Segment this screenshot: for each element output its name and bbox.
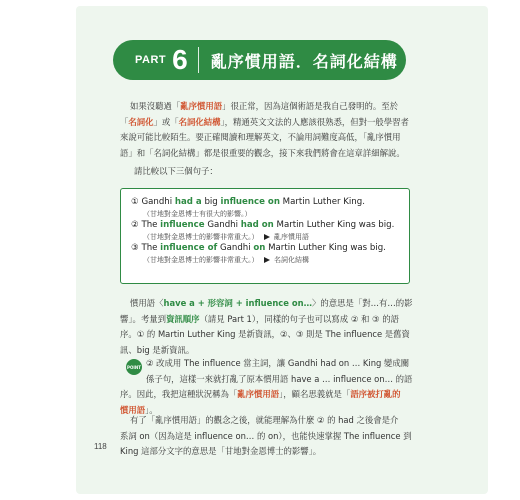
example-1-sentence xyxy=(131,197,409,208)
text-line: 來說可能比較陌生。要正確閱讀和理解英文，不論用詞難度高低，「亂序慣用 xyxy=(120,132,401,142)
example-1-translation xyxy=(143,208,409,220)
intro-lines xyxy=(120,99,440,161)
text-line: 慣用語〈have a + 形容詞 + influence on…〉的意思是「對…有…的影 xyxy=(130,298,413,308)
example-2-translation xyxy=(143,231,409,243)
text-line: 慣用語」。 xyxy=(120,404,158,415)
emphasis-text: had on xyxy=(240,220,274,230)
emphasis-text: 名詞化結構 xyxy=(178,116,221,127)
example-3-text: The influence of Gandhi on Martin Luther King was big. xyxy=(141,243,386,253)
emphasis-text: 語序被打亂的 xyxy=(350,389,401,399)
text-line: 語」和「名詞化結構」都是很重要的觀念，接下來我們將會在這章詳細解說。 xyxy=(120,147,405,158)
text-line: ② 改成用 The influence 當主詞，讓 Gandhi had on … King 變成關 xyxy=(146,358,410,368)
page-number: 118 xyxy=(94,442,107,451)
emphasis-text: 亂序慣用語 xyxy=(180,101,223,111)
chapter-header xyxy=(113,40,406,80)
example-1-text: Gandhi had a big influence on Martin Luther King. xyxy=(141,197,365,207)
example-3-translation-text: （甘地對金恩博士的影響非常重大。） xyxy=(143,256,259,264)
text-line: 訊、big 是新資訊。 xyxy=(120,344,195,355)
example-1-number: ① xyxy=(131,197,139,207)
example-2-number: ② xyxy=(131,220,139,230)
emphasis-text: 資訊順序 xyxy=(166,313,200,324)
example-3-sentence xyxy=(131,243,409,254)
example-3-label: 名詞化結構 xyxy=(273,256,309,264)
emphasis-text: had a xyxy=(174,197,202,207)
text-line: 係子句，這樣一來就打亂了原本慣用語 have a … influence on… 的語 xyxy=(146,373,413,384)
example-2 xyxy=(131,220,409,243)
emphasis-text: influence on xyxy=(220,197,280,207)
explain-2-lines xyxy=(120,413,440,460)
example-2-sentence xyxy=(131,220,409,231)
text-line: 序。因此，我把這種狀況稱為「亂序慣用語」，顧名思義就是「語序被打亂的 xyxy=(120,389,401,399)
example-1-translation-text: （甘地對金恩博士有很大的影響。） xyxy=(143,210,252,218)
compare-prompt xyxy=(134,164,454,180)
example-3-translation xyxy=(143,254,409,266)
arrow-right-icon xyxy=(264,257,270,263)
example-3-number: ③ xyxy=(131,243,139,253)
header-divider xyxy=(198,47,199,73)
point-icon: POINT xyxy=(126,359,142,375)
example-2-text: The influence Gandhi had on Martin Luther King was big. xyxy=(141,220,395,230)
text-line: 有了「亂序慣用語」的觀念之後，就能理解為什麼 ② 的 had 之後會是介 xyxy=(130,415,399,425)
chapter-title: 亂序慣用語．名詞化結構 xyxy=(210,51,398,71)
emphasis-text: influence of xyxy=(160,243,218,253)
emphasis-text: 名詞化 xyxy=(128,116,154,127)
emphasis-text: influence xyxy=(160,220,205,230)
explain-1-lines xyxy=(120,296,440,358)
text-line: 如果沒聽過「亂序慣用語」很正常，因為這個術語是我自己發明的。至於 xyxy=(130,101,398,111)
arrow-right-icon xyxy=(264,234,270,240)
point-lines xyxy=(120,356,440,418)
example-1 xyxy=(131,197,409,220)
intro-paragraph xyxy=(120,99,440,161)
text-line: 響」。考量到資訊順序（請見 Part 1），同樣的句子也可以寫成 ② 和 ③ 的語 xyxy=(120,313,399,324)
example-3 xyxy=(131,243,409,266)
text-line: 序。① 的 Martin Luther King 是新資訊，②、③ 則是 The influence 是舊資 xyxy=(120,329,410,339)
explain-paragraph-2 xyxy=(120,413,440,460)
point-paragraph xyxy=(120,356,440,418)
explain-paragraph-1 xyxy=(120,296,440,358)
example-2-label: 亂序慣用語 xyxy=(273,233,309,241)
text-line: 「名詞化」或「名詞化結構」，精通英文文法的人應該很熟悉，但對一般學習者 xyxy=(120,116,409,127)
part-number: 6 xyxy=(172,44,188,75)
text-line: King 這部分文字的意思是「甘地對金恩博士的影響」。 xyxy=(120,446,322,456)
compare-prompt-text: 請比較以下三個句子： xyxy=(134,166,218,176)
text-line: 系詞 on（因為這是 influence on… 的 on），也能快速掌握 The influence 到 xyxy=(120,430,412,441)
emphasis-text: have a + 形容詞 + influence on… xyxy=(163,298,312,308)
example-box xyxy=(120,188,410,284)
emphasis-text: 慣用語 xyxy=(120,404,146,415)
part-label: PART xyxy=(135,54,167,66)
example-2-translation-text: （甘地對金恩博士的影響非常重大。） xyxy=(143,233,259,241)
emphasis-text: 亂序慣用語 xyxy=(237,389,280,399)
emphasis-text: on xyxy=(253,243,266,253)
